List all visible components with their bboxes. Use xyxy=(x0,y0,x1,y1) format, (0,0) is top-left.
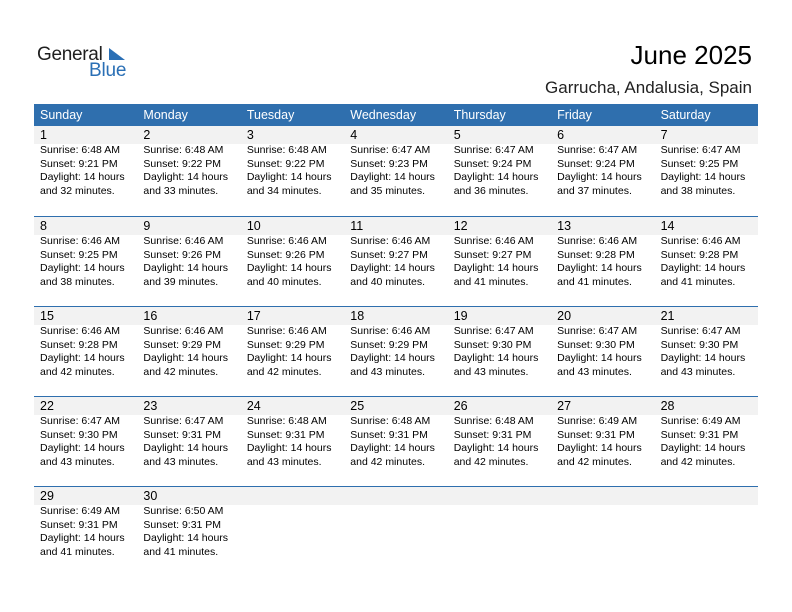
sunrise-time: Sunrise: 6:50 AM xyxy=(143,505,224,517)
sunset-time: Sunset: 9:21 PM xyxy=(40,157,118,170)
day-number-band xyxy=(655,487,758,505)
sunrise-time: Sunrise: 6:48 AM xyxy=(246,144,327,156)
sunset-time: Sunset: 9:25 PM xyxy=(660,157,739,170)
daylight-minutes: and 38 minutes. xyxy=(660,184,736,197)
sunrise-time: Sunrise: 6:49 AM xyxy=(660,415,741,427)
day-number-band xyxy=(137,397,240,415)
day-sun-info xyxy=(551,415,654,469)
sunset-time: Sunset: 9:30 PM xyxy=(453,338,532,351)
day-number-band xyxy=(655,397,758,415)
sunset-time: Sunset: 9:23 PM xyxy=(350,157,428,170)
daylight-minutes: and 33 minutes. xyxy=(143,184,219,197)
day-number: 3 xyxy=(246,128,254,142)
day-number-band xyxy=(241,217,344,235)
sunrise-time: Sunrise: 6:47 AM xyxy=(557,325,638,337)
daylight-hours: Daylight: 14 hours xyxy=(453,171,539,184)
daylight-minutes: and 42 minutes. xyxy=(660,455,736,468)
daylight-minutes: and 43 minutes. xyxy=(557,365,632,378)
sunrise-time: Sunrise: 6:46 AM xyxy=(143,325,224,337)
sunset-time: Sunset: 9:31 PM xyxy=(40,518,118,531)
sunset-time: Sunset: 9:27 PM xyxy=(453,248,532,261)
daylight-hours: Daylight: 14 hours xyxy=(660,262,746,275)
day-number: 15 xyxy=(40,309,54,323)
sunrise-time: Sunrise: 6:46 AM xyxy=(246,235,327,247)
daylight-minutes: and 41 minutes. xyxy=(557,275,632,288)
daylight-minutes: and 41 minutes. xyxy=(660,275,736,288)
day-number-band xyxy=(344,307,447,325)
day-number: 14 xyxy=(660,219,675,233)
day-number: 8 xyxy=(40,219,47,233)
daylight-hours: Daylight: 14 hours xyxy=(557,262,642,275)
day-number-band xyxy=(344,126,447,144)
day-number-band xyxy=(137,307,240,325)
day-sun-info xyxy=(655,144,758,198)
sunset-time: Sunset: 9:29 PM xyxy=(143,338,222,351)
daylight-minutes: and 32 minutes. xyxy=(40,184,115,197)
sunset-time: Sunset: 9:24 PM xyxy=(557,157,635,170)
daylight-minutes: and 36 minutes. xyxy=(453,184,529,197)
sunrise-time: Sunrise: 6:46 AM xyxy=(246,325,327,337)
day-sun-info xyxy=(241,144,344,198)
day-number: 9 xyxy=(143,219,151,233)
daylight-minutes: and 43 minutes. xyxy=(143,455,219,468)
day-sun-info xyxy=(448,144,551,198)
empty-day-cell xyxy=(551,487,654,576)
day-sun-info xyxy=(137,505,240,559)
daylight-minutes: and 43 minutes. xyxy=(350,365,425,378)
daylight-hours: Daylight: 14 hours xyxy=(246,171,332,184)
day-number-band xyxy=(241,307,344,325)
day-cell xyxy=(448,307,551,396)
day-number-band xyxy=(34,126,137,144)
sunset-time: Sunset: 9:28 PM xyxy=(557,248,635,261)
sunrise-time: Sunrise: 6:46 AM xyxy=(143,235,224,247)
day-number: 16 xyxy=(143,309,158,323)
daylight-minutes: and 39 minutes. xyxy=(143,275,219,288)
sunrise-time: Sunrise: 6:47 AM xyxy=(453,144,534,156)
day-sun-info xyxy=(344,415,447,469)
daylight-minutes: and 40 minutes. xyxy=(350,275,425,288)
day-sun-info xyxy=(551,144,654,198)
day-number-band xyxy=(655,126,758,144)
daylight-hours: Daylight: 14 hours xyxy=(350,352,435,365)
daylight-hours: Daylight: 14 hours xyxy=(40,352,125,365)
day-sun-info xyxy=(448,235,551,289)
day-cell xyxy=(655,397,758,486)
sunrise-time: Sunrise: 6:48 AM xyxy=(40,144,120,156)
day-cell xyxy=(241,397,344,486)
day-number: 25 xyxy=(350,399,365,413)
daylight-minutes: and 43 minutes. xyxy=(40,455,115,468)
sunset-time: Sunset: 9:22 PM xyxy=(143,157,222,170)
day-number-band xyxy=(551,397,654,415)
day-number-band xyxy=(448,217,551,235)
day-number: 6 xyxy=(557,128,565,142)
day-cell xyxy=(344,126,447,216)
sunrise-time: Sunrise: 6:46 AM xyxy=(350,325,431,337)
logo-triangle-icon xyxy=(107,47,127,61)
day-number: 13 xyxy=(557,219,572,233)
day-number: 30 xyxy=(143,489,158,503)
sunset-time: Sunset: 9:31 PM xyxy=(660,428,739,441)
daylight-hours: Daylight: 14 hours xyxy=(557,442,642,455)
day-number: 18 xyxy=(350,309,365,323)
daylight-hours: Daylight: 14 hours xyxy=(557,352,642,365)
day-number-band xyxy=(34,487,137,505)
day-sun-info xyxy=(551,235,654,289)
day-cell xyxy=(551,217,654,306)
daylight-hours: Daylight: 14 hours xyxy=(453,262,539,275)
day-sun-info xyxy=(137,325,240,379)
location-subtitle: Garrucha, Andalusia, Spain xyxy=(545,78,752,97)
day-number: 17 xyxy=(246,309,261,323)
sunset-time: Sunset: 9:31 PM xyxy=(143,518,222,531)
daylight-hours: Daylight: 14 hours xyxy=(40,262,125,275)
day-cell xyxy=(344,397,447,486)
daylight-hours: Daylight: 14 hours xyxy=(557,171,642,184)
day-cell xyxy=(241,126,344,216)
day-cell xyxy=(34,307,137,396)
day-sun-info xyxy=(344,144,447,198)
day-number: 21 xyxy=(660,309,675,323)
sunrise-time: Sunrise: 6:47 AM xyxy=(557,144,638,156)
day-sun-info xyxy=(137,415,240,469)
daylight-hours: Daylight: 14 hours xyxy=(143,352,229,365)
daylight-minutes: and 41 minutes. xyxy=(143,545,219,558)
sunset-time: Sunset: 9:31 PM xyxy=(453,428,532,441)
sunrise-time: Sunrise: 6:46 AM xyxy=(350,235,431,247)
sunset-time: Sunset: 9:29 PM xyxy=(350,338,428,351)
daylight-minutes: and 35 minutes. xyxy=(350,184,425,197)
day-number-band xyxy=(448,307,551,325)
daylight-minutes: and 40 minutes. xyxy=(246,275,322,288)
week-row xyxy=(34,126,758,216)
daylight-hours: Daylight: 14 hours xyxy=(246,442,332,455)
sunrise-time: Sunrise: 6:48 AM xyxy=(453,415,534,427)
sunset-time: Sunset: 9:31 PM xyxy=(246,428,325,441)
sunrise-time: Sunrise: 6:46 AM xyxy=(660,235,741,247)
sunrise-time: Sunrise: 6:47 AM xyxy=(40,415,120,427)
day-number-band xyxy=(551,307,654,325)
day-sun-info xyxy=(448,325,551,379)
sunset-time: Sunset: 9:27 PM xyxy=(350,248,428,261)
day-sun-info xyxy=(34,325,137,379)
day-cell xyxy=(137,487,240,576)
day-number-band xyxy=(551,487,654,505)
sunset-time: Sunset: 9:26 PM xyxy=(246,248,325,261)
sunrise-time: Sunrise: 6:47 AM xyxy=(660,144,741,156)
sunset-time: Sunset: 9:22 PM xyxy=(246,157,325,170)
daylight-hours: Daylight: 14 hours xyxy=(143,262,229,275)
day-number-band xyxy=(344,397,447,415)
weekday-label-thursday: Thursday xyxy=(453,108,506,122)
sunset-time: Sunset: 9:25 PM xyxy=(40,248,118,261)
daylight-hours: Daylight: 14 hours xyxy=(40,171,125,184)
sunset-time: Sunset: 9:31 PM xyxy=(143,428,222,441)
page-title: June 2025 xyxy=(630,40,752,70)
day-number-band xyxy=(448,397,551,415)
day-cell xyxy=(241,307,344,396)
sunset-time: Sunset: 9:28 PM xyxy=(660,248,739,261)
day-number-band xyxy=(137,126,240,144)
week-row xyxy=(34,486,758,576)
day-number-band xyxy=(448,126,551,144)
day-sun-info xyxy=(34,415,137,469)
day-number-band xyxy=(34,397,137,415)
day-cell xyxy=(448,217,551,306)
sunset-time: Sunset: 9:28 PM xyxy=(40,338,118,351)
daylight-hours: Daylight: 14 hours xyxy=(40,532,125,545)
weekday-label-monday: Monday xyxy=(143,108,188,122)
weekday-label-wednesday: Wednesday xyxy=(350,108,417,122)
day-number: 28 xyxy=(660,399,675,413)
day-number: 11 xyxy=(350,219,364,233)
day-cell xyxy=(137,217,240,306)
day-number: 22 xyxy=(40,399,54,413)
day-number-band xyxy=(551,126,654,144)
day-number-band xyxy=(241,397,344,415)
day-number: 1 xyxy=(40,128,47,142)
day-cell xyxy=(655,126,758,216)
day-number: 20 xyxy=(557,309,572,323)
daylight-hours: Daylight: 14 hours xyxy=(143,171,229,184)
sunrise-time: Sunrise: 6:47 AM xyxy=(453,325,534,337)
day-sun-info xyxy=(655,325,758,379)
day-number: 12 xyxy=(453,219,468,233)
day-cell xyxy=(344,217,447,306)
day-cell xyxy=(34,487,137,576)
daylight-hours: Daylight: 14 hours xyxy=(660,442,746,455)
daylight-minutes: and 37 minutes. xyxy=(557,184,632,197)
daylight-hours: Daylight: 14 hours xyxy=(350,442,435,455)
daylight-hours: Daylight: 14 hours xyxy=(143,532,229,545)
week-row xyxy=(34,396,758,486)
day-sun-info xyxy=(655,235,758,289)
daylight-hours: Daylight: 14 hours xyxy=(660,352,746,365)
empty-day-cell xyxy=(655,487,758,576)
day-number-band xyxy=(448,487,551,505)
daylight-minutes: and 42 minutes. xyxy=(557,455,632,468)
sunrise-time: Sunrise: 6:47 AM xyxy=(143,415,224,427)
day-number-band xyxy=(655,307,758,325)
sunrise-time: Sunrise: 6:46 AM xyxy=(40,235,120,247)
daylight-minutes: and 42 minutes. xyxy=(246,365,322,378)
daylight-hours: Daylight: 14 hours xyxy=(660,171,746,184)
day-sun-info xyxy=(344,235,447,289)
sunset-time: Sunset: 9:30 PM xyxy=(557,338,635,351)
day-number-band xyxy=(241,487,344,505)
sunset-time: Sunset: 9:31 PM xyxy=(350,428,428,441)
daylight-hours: Daylight: 14 hours xyxy=(143,442,229,455)
day-number-band xyxy=(137,217,240,235)
day-sun-info xyxy=(551,325,654,379)
sunrise-time: Sunrise: 6:48 AM xyxy=(350,415,431,427)
empty-day-cell xyxy=(344,487,447,576)
daylight-hours: Daylight: 14 hours xyxy=(350,262,435,275)
week-row xyxy=(34,216,758,306)
daylight-minutes: and 41 minutes. xyxy=(40,545,115,558)
day-number-band xyxy=(655,217,758,235)
sunset-time: Sunset: 9:31 PM xyxy=(557,428,635,441)
day-number-band xyxy=(551,217,654,235)
day-number: 2 xyxy=(143,128,151,142)
day-cell xyxy=(241,217,344,306)
sunrise-time: Sunrise: 6:49 AM xyxy=(557,415,638,427)
day-cell xyxy=(34,217,137,306)
daylight-minutes: and 42 minutes. xyxy=(350,455,425,468)
day-cell xyxy=(448,126,551,216)
day-cell xyxy=(448,397,551,486)
day-cell xyxy=(34,126,137,216)
weekday-label-sunday: Sunday xyxy=(40,108,83,122)
sunset-time: Sunset: 9:29 PM xyxy=(246,338,325,351)
sunrise-time: Sunrise: 6:48 AM xyxy=(143,144,224,156)
day-sun-info xyxy=(448,415,551,469)
brand-logo xyxy=(37,44,137,80)
day-number: 24 xyxy=(246,399,261,413)
sunset-time: Sunset: 9:30 PM xyxy=(660,338,739,351)
sunrise-time: Sunrise: 6:46 AM xyxy=(40,325,120,337)
day-sun-info xyxy=(241,415,344,469)
day-cell xyxy=(551,397,654,486)
day-number: 23 xyxy=(143,399,158,413)
weekday-label-saturday: Saturday xyxy=(660,108,711,122)
day-number: 5 xyxy=(453,128,461,142)
week-row xyxy=(34,306,758,396)
daylight-hours: Daylight: 14 hours xyxy=(453,352,539,365)
daylight-hours: Daylight: 14 hours xyxy=(246,352,332,365)
day-sun-info xyxy=(241,235,344,289)
day-number-band xyxy=(344,487,447,505)
day-cell xyxy=(34,397,137,486)
day-cell xyxy=(655,307,758,396)
day-number-band xyxy=(344,217,447,235)
daylight-minutes: and 42 minutes. xyxy=(143,365,219,378)
daylight-minutes: and 43 minutes. xyxy=(246,455,322,468)
daylight-minutes: and 34 minutes. xyxy=(246,184,322,197)
daylight-minutes: and 38 minutes. xyxy=(40,275,115,288)
logo-text-blue: Blue xyxy=(89,60,127,81)
sunrise-time: Sunrise: 6:49 AM xyxy=(40,505,120,517)
day-number: 29 xyxy=(40,489,54,503)
logo-text-general: General xyxy=(37,44,103,65)
day-cell xyxy=(137,307,240,396)
day-sun-info xyxy=(655,415,758,469)
sunrise-time: Sunrise: 6:48 AM xyxy=(246,415,327,427)
weekday-label-friday: Friday xyxy=(557,108,592,122)
sunrise-time: Sunrise: 6:46 AM xyxy=(453,235,534,247)
empty-day-cell xyxy=(241,487,344,576)
daylight-minutes: and 42 minutes. xyxy=(40,365,115,378)
day-sun-info xyxy=(344,325,447,379)
daylight-minutes: and 43 minutes. xyxy=(660,365,736,378)
daylight-minutes: and 41 minutes. xyxy=(453,275,529,288)
day-number: 10 xyxy=(246,219,261,233)
day-number: 27 xyxy=(557,399,572,413)
daylight-hours: Daylight: 14 hours xyxy=(350,171,435,184)
day-number-band xyxy=(241,126,344,144)
sunrise-time: Sunrise: 6:46 AM xyxy=(557,235,638,247)
day-number: 4 xyxy=(350,128,358,142)
weekday-label-tuesday: Tuesday xyxy=(246,108,295,122)
sunset-time: Sunset: 9:30 PM xyxy=(40,428,118,441)
sunrise-time: Sunrise: 6:47 AM xyxy=(350,144,431,156)
day-cell xyxy=(137,126,240,216)
day-number: 7 xyxy=(660,128,668,142)
daylight-minutes: and 43 minutes. xyxy=(453,365,529,378)
daylight-minutes: and 42 minutes. xyxy=(453,455,529,468)
day-cell xyxy=(344,307,447,396)
sunrise-time: Sunrise: 6:47 AM xyxy=(660,325,741,337)
daylight-hours: Daylight: 14 hours xyxy=(40,442,125,455)
daylight-hours: Daylight: 14 hours xyxy=(246,262,332,275)
day-sun-info xyxy=(137,144,240,198)
empty-day-cell xyxy=(448,487,551,576)
day-number: 26 xyxy=(453,399,468,413)
day-number-band xyxy=(34,307,137,325)
day-sun-info xyxy=(241,325,344,379)
weekday-header xyxy=(34,104,758,126)
day-sun-info xyxy=(34,235,137,289)
day-number: 19 xyxy=(453,309,468,323)
day-cell xyxy=(137,397,240,486)
day-number-band xyxy=(137,487,240,505)
day-sun-info xyxy=(34,505,137,559)
day-cell xyxy=(551,126,654,216)
day-cell xyxy=(551,307,654,396)
calendar-grid xyxy=(34,104,758,576)
sunset-time: Sunset: 9:26 PM xyxy=(143,248,222,261)
daylight-hours: Daylight: 14 hours xyxy=(453,442,539,455)
day-sun-info xyxy=(137,235,240,289)
day-cell xyxy=(655,217,758,306)
day-sun-info xyxy=(34,144,137,198)
sunset-time: Sunset: 9:24 PM xyxy=(453,157,532,170)
day-number-band xyxy=(34,217,137,235)
